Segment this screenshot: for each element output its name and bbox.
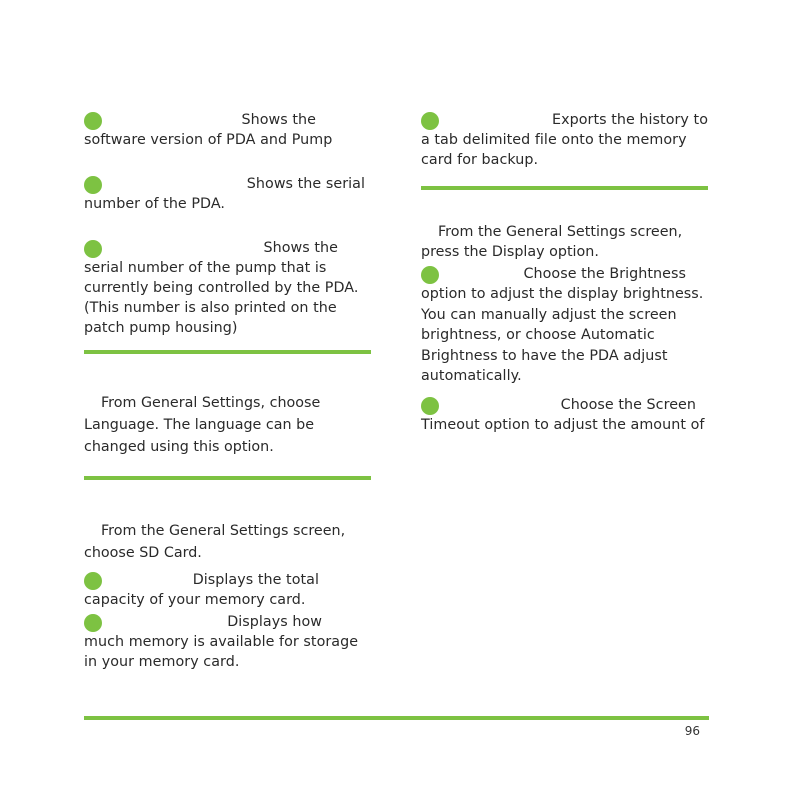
entry-text: a tab delimited file onto the memory card for backup.: [421, 132, 687, 168]
brightness-entry: [421, 264, 711, 387]
available-memory-entry: [84, 612, 374, 672]
entry-heading: Displays the total: [192, 572, 319, 588]
entry-heading: Shows the: [241, 112, 316, 128]
entry-heading: Choose the Brightness: [523, 266, 686, 282]
pump-serial-entry: [84, 238, 374, 338]
display-paragraph: From the General Settings screen, press the Display option.: [421, 224, 683, 260]
entry-text: option to adjust the display brightness. You can manually adjust the screen brightness, or choose Automatic Brightness to have the PDA adjust automatically.: [421, 286, 704, 384]
entry-heading: Choose the Screen: [560, 396, 696, 413]
left-column: [84, 110, 374, 672]
entry-heading: Shows the: [263, 240, 338, 256]
entry-text: Timeout option to adjust the amount of: [421, 416, 705, 433]
entry-heading: Shows the serial: [246, 176, 365, 192]
entry-text: capacity of your memory card.: [84, 592, 306, 608]
entry-text: software version of PDA and Pump: [84, 132, 333, 148]
screen-timeout-entry: [421, 395, 711, 435]
total-capacity-entry: [84, 570, 374, 610]
pda-serial-entry: [84, 174, 374, 214]
footer-divider: [84, 716, 709, 720]
entry-heading: Exports the history to: [552, 112, 708, 128]
export-history-entry: [421, 110, 711, 170]
sd-card-paragraph: From the General Settings screen, choose SD Card.: [84, 523, 346, 561]
right-column: [421, 110, 711, 435]
language-paragraph: From General Settings, choose Language. The language can be changed using this option.: [84, 395, 321, 455]
page-number: 96: [684, 724, 700, 738]
entry-text: number of the PDA.: [84, 196, 226, 212]
entry-text: much memory is available for storage in your memory card.: [84, 634, 359, 670]
software-version-entry: [84, 110, 374, 150]
section-divider: [84, 350, 371, 354]
section-divider: [421, 186, 708, 190]
entry-heading: Displays how: [227, 614, 322, 630]
entry-text: serial number of the pump that is currently being controlled by the PDA. (This number is also printed on the patch pump housing): [84, 260, 359, 336]
section-divider: [84, 476, 371, 480]
